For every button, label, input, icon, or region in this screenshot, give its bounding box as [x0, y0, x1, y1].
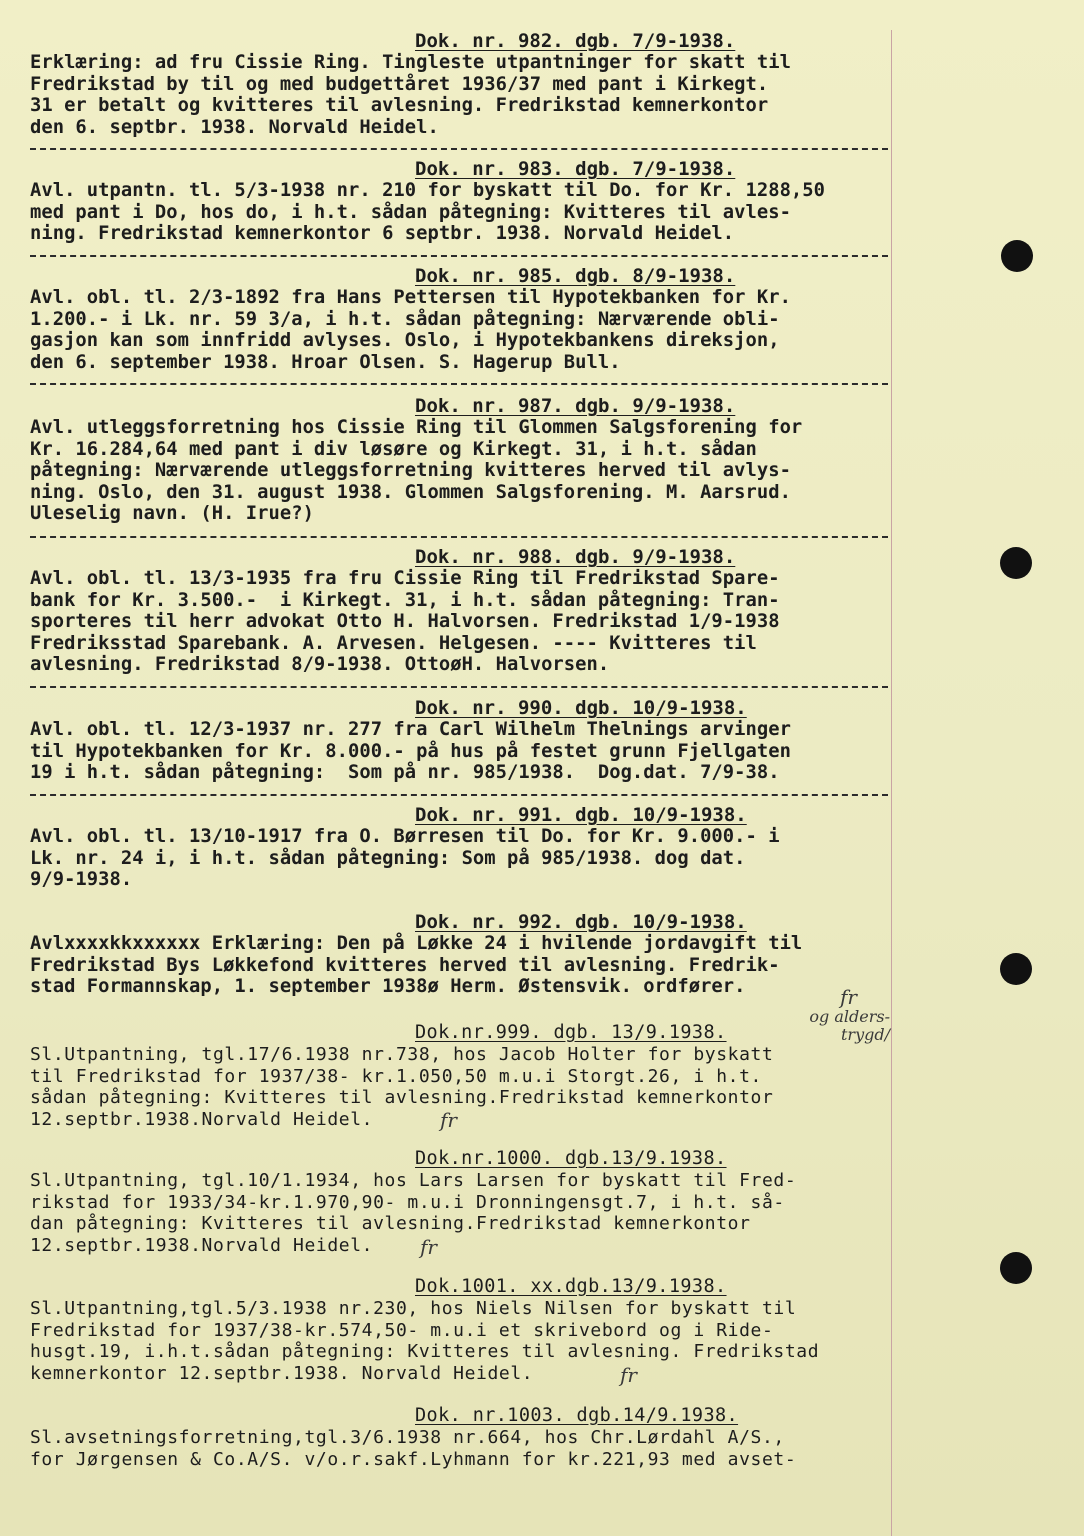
entry-heading: Dok. nr.1003. dgb.14/9.1938. — [415, 1405, 739, 1426]
entry-line: Fredrikstad for 1937/38-kr.574,50- m.u.i et skrivebord og i Ride- — [30, 1319, 774, 1341]
entry-line: husgt.19, i.h.t.sådan påtegning: Kvitteres til avlesning. Fredrikstad — [30, 1341, 820, 1362]
entry-heading: Dok. nr. 988. dgb. 9/9-1938. — [415, 546, 736, 568]
entry-line: Sl.avsetningsforretning,tgl.3/6.1938 nr.664, hos Chr.Lørdahl A/S., — [30, 1427, 785, 1448]
entry-line: avlesning. Fredrikstad 8/9-1938. OttoøH. Halvorsen. — [30, 654, 610, 676]
entry-line: til Hypotekbanken for Kr. 8.000.- på hus på festet grunn Fjellgaten — [30, 740, 791, 762]
separator-line — [30, 536, 888, 538]
entry-line: 1.200.- i Lk. nr. 59 3/a, i h.t. sådan påtegning: Nærværende obli- — [30, 308, 780, 330]
entry-line: Fredriksstad Sparebank. A. Arvesen. Helgesen. ---- Kvitteres til — [30, 632, 757, 654]
punch-hole-2 — [1000, 547, 1032, 579]
separator-line — [30, 148, 888, 150]
entry-line: Sl.Utpantning, tgl.10/1.1934, hos Lars Larsen for byskatt til Fred- — [30, 1170, 797, 1191]
entry-line: stad Formannskap, 1. september 1938ø Herm. Østensvik. ordfører. — [30, 976, 746, 998]
separator-line — [30, 686, 888, 688]
entry-line: Avl. utleggsforretning hos Cissie Ring til Glommen Salgsforening for — [30, 417, 803, 438]
entry-line: den 6. september 1938. Hroar Olsen. S. Hagerup Bull. — [30, 351, 621, 373]
entry-988 — [30, 546, 910, 676]
entry-line: Fredrikstad by til og med budgettåret 1936/37 med pant i Kirkegt. — [30, 73, 769, 95]
entry-heading: Dok. nr. 992. dgb. 10/9-1938. — [415, 911, 747, 933]
entry-heading: Dok. nr. 985. dgb. 8/9-1938. — [415, 265, 736, 287]
entry-line: Avl. obl. tl. 13/10-1917 fra O. Børresen til Do. for Kr. 9.000.- i — [30, 826, 780, 847]
entry-line: for Jørgensen & Co.A/S. v/o.r.sakf.Lyhmann for kr.221,93 med avset- — [30, 1448, 797, 1470]
entry-991 — [30, 804, 910, 891]
entry-line: påtegning: Nærværende utleggsforretning kvitteres herved til avlys- — [30, 460, 791, 482]
punch-hole-1 — [1001, 240, 1033, 272]
entry-line: med pant i Do, hos do, i h.t. sådan påtegning: Kvitteres til avles- — [30, 201, 791, 223]
entry-heading: Dok. nr. 983. dgb. 7/9-1938. — [415, 158, 736, 180]
entry-line: Uleselig navn. (H. Irue?) — [30, 503, 314, 525]
entry-line: kemnerkontor 12.septbr.1938. Norvald Heidel. — [30, 1362, 534, 1384]
entry-987 — [30, 395, 910, 525]
entry-line: bank for Kr. 3.500.- i Kirkegt. 31, i h.t. sådan påtegning: Tran- — [30, 589, 780, 611]
punch-hole-3 — [1000, 953, 1032, 985]
entry-heading: Dok. nr. 990. dgb. 10/9-1938. — [415, 697, 747, 719]
entry-heading: Dok.nr.999. dgb. 13/9.1938. — [415, 1022, 727, 1043]
separator-line — [30, 383, 888, 385]
entry-line: Sl.Utpantning,tgl.5/3.1938 nr.230, hos Niels Nilsen for byskatt til — [30, 1298, 797, 1319]
entry-990 — [30, 697, 910, 784]
entry-line: ning. Fredrikstad kemnerkontor 6 septbr. 1938. Norvald Heidel. — [30, 223, 735, 245]
entry-line: Fredrikstad Bys Løkkefond kvitteres herved til avlesning. Fredrik- — [30, 954, 780, 976]
punch-hole-4 — [1000, 1252, 1032, 1284]
separator-line — [30, 255, 888, 257]
entry-line: 12.septbr.1938.Norvald Heidel. — [30, 1108, 374, 1130]
entry-line: til Fredrikstad for 1937/38- kr.1.050,50 m.u.i Storgt.26, i h.t. — [30, 1065, 762, 1087]
entry-line: sådan påtegning: Kvitteres til avlesning.Fredrikstad kemnerkontor — [30, 1087, 774, 1108]
entry-line: rikstad for 1933/34-kr.1.970,90- m.u.i Dronningensgt.7, i h.t. så- — [30, 1191, 785, 1213]
entry-heading: Dok. nr. 991. dgb. 10/9-1938. — [415, 804, 747, 826]
entry-1001 — [30, 1276, 910, 1384]
entry-line: Sl.Utpantning, tgl.17/6.1938 nr.738, hos Jacob Holter for byskatt — [30, 1044, 774, 1065]
entry-983 — [30, 158, 910, 245]
entry-line: den 6. septbr. 1938. Norvald Heidel. — [30, 116, 439, 138]
margin-note-alderstrygd: og alders- trygd/ — [809, 1007, 890, 1044]
handwritten-initials: fr — [620, 1363, 637, 1387]
entry-line: ning. Oslo, den 31. august 1938. Glommen Salgsforening. M. Aarsrud. — [30, 481, 791, 503]
handwritten-initials: fr — [840, 985, 857, 1009]
entry-line: Avlxxxxkkxxxxxx Erklæring: Den på Løkke 24 i hvilende jordavgift til — [30, 933, 803, 954]
entry-heading: Dok. nr. 982. dgb. 7/9-1938. — [415, 30, 736, 52]
entry-line: 31 er betalt og kvitteres til avlesning. Fredrikstad kemnerkontor — [30, 95, 769, 117]
entry-982 — [30, 30, 910, 138]
entry-line: Avl. obl. tl. 13/3-1935 fra fru Cissie Ring til Fredrikstad Spare- — [30, 568, 780, 589]
entry-line: dan påtegning: Kvitteres til avlesning.Fredrikstad kemnerkontor — [30, 1213, 751, 1234]
entry-heading: Dok.nr.1000. dgb.13/9.1938. — [415, 1148, 727, 1169]
entry-line: 19 i h.t. sådan påtegning: Som på nr. 985/1938. Dog.dat. 7/9-38. — [30, 762, 780, 784]
entry-heading: Dok.1001. xx.dgb.13/9.1938. — [415, 1276, 727, 1297]
entry-line: Avl. obl. tl. 2/3-1892 fra Hans Pettersen til Hypotekbanken for Kr. — [30, 287, 791, 308]
entry-1003 — [30, 1405, 910, 1470]
entry-992 — [30, 911, 910, 998]
entry-line: 9/9-1938. — [30, 869, 133, 891]
handwritten-initials: fr — [420, 1235, 437, 1259]
separator-line — [30, 794, 888, 796]
entry-line: Avl. obl. tl. 12/3-1937 nr. 277 fra Carl Wilhelm Thelnings arvinger — [30, 719, 791, 740]
entry-line: Lk. nr. 24 i, i h.t. sådan påtegning: Som på 985/1938. dog dat. — [30, 847, 746, 869]
entry-line: sporteres til herr advokat Otto H. Halvorsen. Fredrikstad 1/9-1938 — [30, 611, 780, 633]
entry-985 — [30, 265, 910, 373]
entry-heading: Dok. nr. 987. dgb. 9/9-1938. — [415, 395, 736, 417]
entry-line: Erklæring: ad fru Cissie Ring. Tingleste utpantninger for skatt til — [30, 52, 791, 73]
handwritten-initials: fr — [440, 1108, 457, 1132]
entry-line: 12.septbr.1938.Norvald Heidel. — [30, 1234, 374, 1256]
entry-line: Avl. utpantn. tl. 5/3-1938 nr. 210 for byskatt til Do. for Kr. 1288,50 — [30, 180, 826, 201]
entry-1000 — [30, 1148, 910, 1256]
entry-line: gasjon kan som innfridd avlyses. Oslo, i Hypotekbankens direksjon, — [30, 330, 780, 352]
entry-line: Kr. 16.284,64 med pant i div løsøre og Kirkegt. 31, i h.t. sådan — [30, 438, 757, 460]
